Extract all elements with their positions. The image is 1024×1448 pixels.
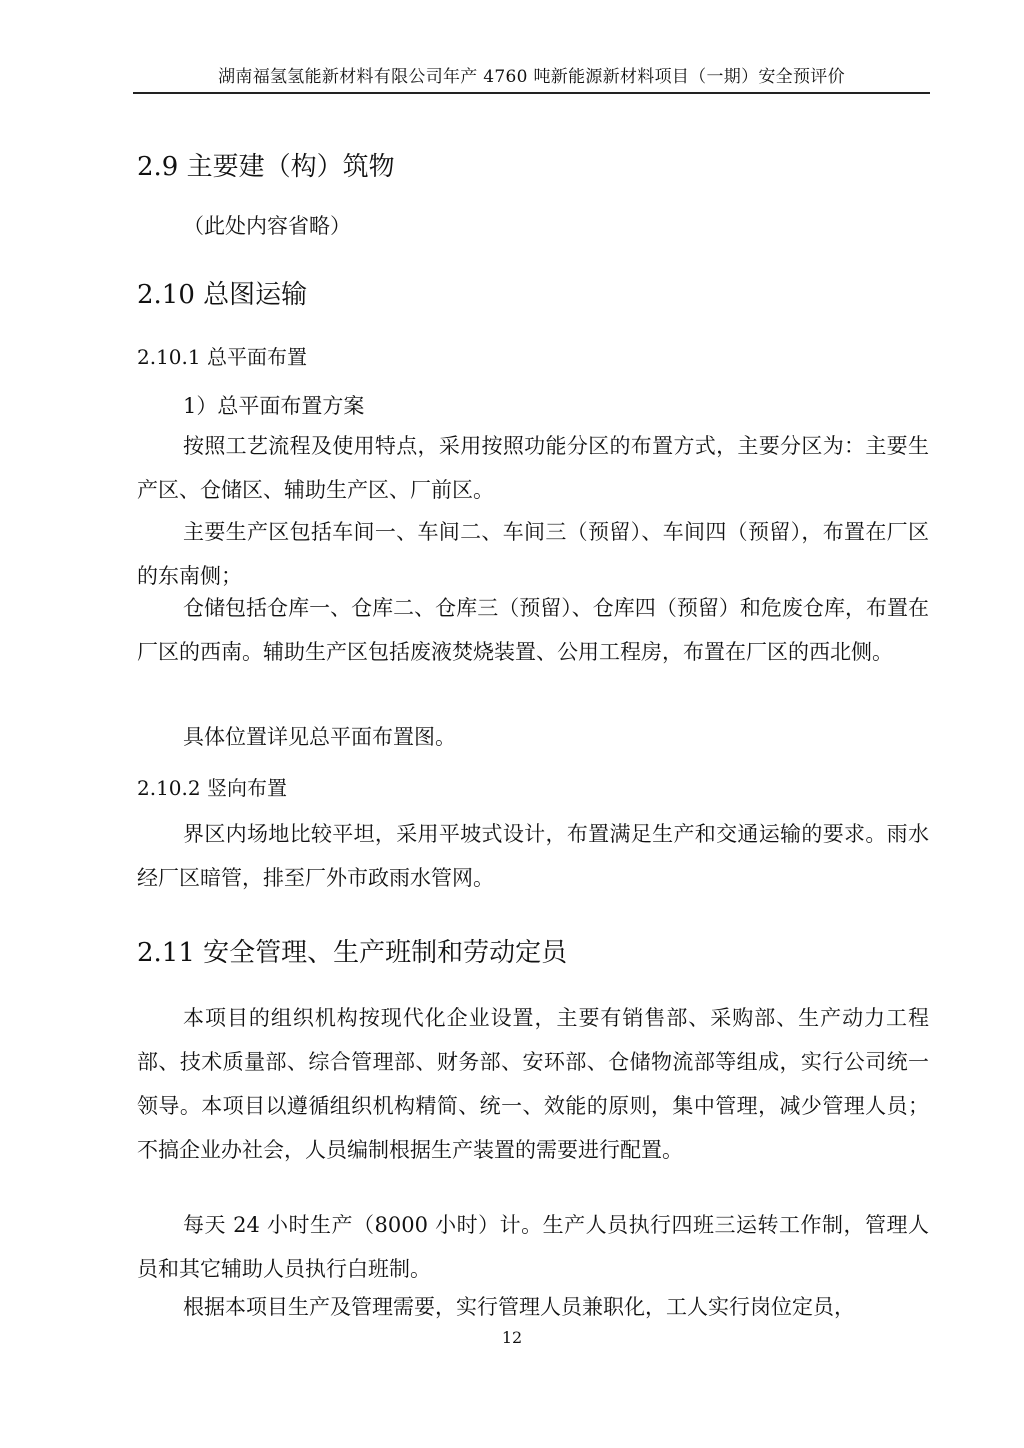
paragraph-vertical-layout: 界区内场地比较平坦，采用平坡式设计，布置满足生产和交通运输的要求。雨水经厂区暗管，排至厂外市政雨水管网。 bbox=[137, 822, 929, 890]
subsection-heading-2-10-2: 2.10.2 竖向布置 bbox=[137, 776, 287, 800]
paragraph-shift-schedule: 每天 24 小时生产（8000 小时）计。生产人员执行四班三运转工作制，管理人员和其它辅助人员执行白班制。 bbox=[137, 1213, 929, 1281]
paragraph-staffing: 根据本项目生产及管理需要，实行管理人员兼职化，工人实行岗位定员， bbox=[183, 1295, 855, 1319]
paragraph-zoning: 按照工艺流程及使用特点，采用按照功能分区的布置方式，主要分区为：主要生产区、仓储区、辅助生产区、厂前区。 bbox=[137, 434, 929, 502]
omitted-content-note: （此处内容省略） bbox=[183, 214, 351, 238]
list-item-layout-plan: 1）总平面布置方案 bbox=[183, 394, 365, 418]
subsection-heading-2-10-1: 2.10.1 总平面布置 bbox=[137, 345, 307, 369]
paragraph-layout-reference: 具体位置详见总平面布置图。 bbox=[183, 725, 456, 749]
paragraph-organization: 本项目的组织机构按现代化企业设置，主要有销售部、采购部、生产动力工程部、技术质量部、综合管理部、财务部、安环部、仓储物流部等组成，实行公司统一领导。本项目以遵循组织机构精简、统一、效能的原则，集中管理，减少管理人员；不搞企业办社会，人员编制根据生产装置的需要进行配置。 bbox=[137, 1006, 929, 1162]
section-heading-2-9: 2.9 主要建（构）筑物 bbox=[137, 152, 395, 182]
section-heading-2-11: 2.11 安全管理、生产班制和劳动定员 bbox=[137, 938, 568, 968]
paragraph-storage-area: 仓储包括仓库一、仓库二、仓库三（预留）、仓库四（预留）和危废仓库，布置在厂区的西南。辅助生产区包括废液焚烧装置、公用工程房，布置在厂区的西北侧。 bbox=[137, 596, 929, 664]
section-heading-2-10: 2.10 总图运输 bbox=[137, 280, 308, 310]
running-header: 湖南福氢氢能新材料有限公司年产 4760 吨新能源新材料项目（一期）安全预评价 bbox=[133, 62, 930, 94]
paragraph-production-area: 主要生产区包括车间一、车间二、车间三（预留）、车间四（预留），布置在厂区的东南侧； bbox=[137, 520, 929, 588]
page-number: 12 bbox=[501, 1328, 523, 1347]
